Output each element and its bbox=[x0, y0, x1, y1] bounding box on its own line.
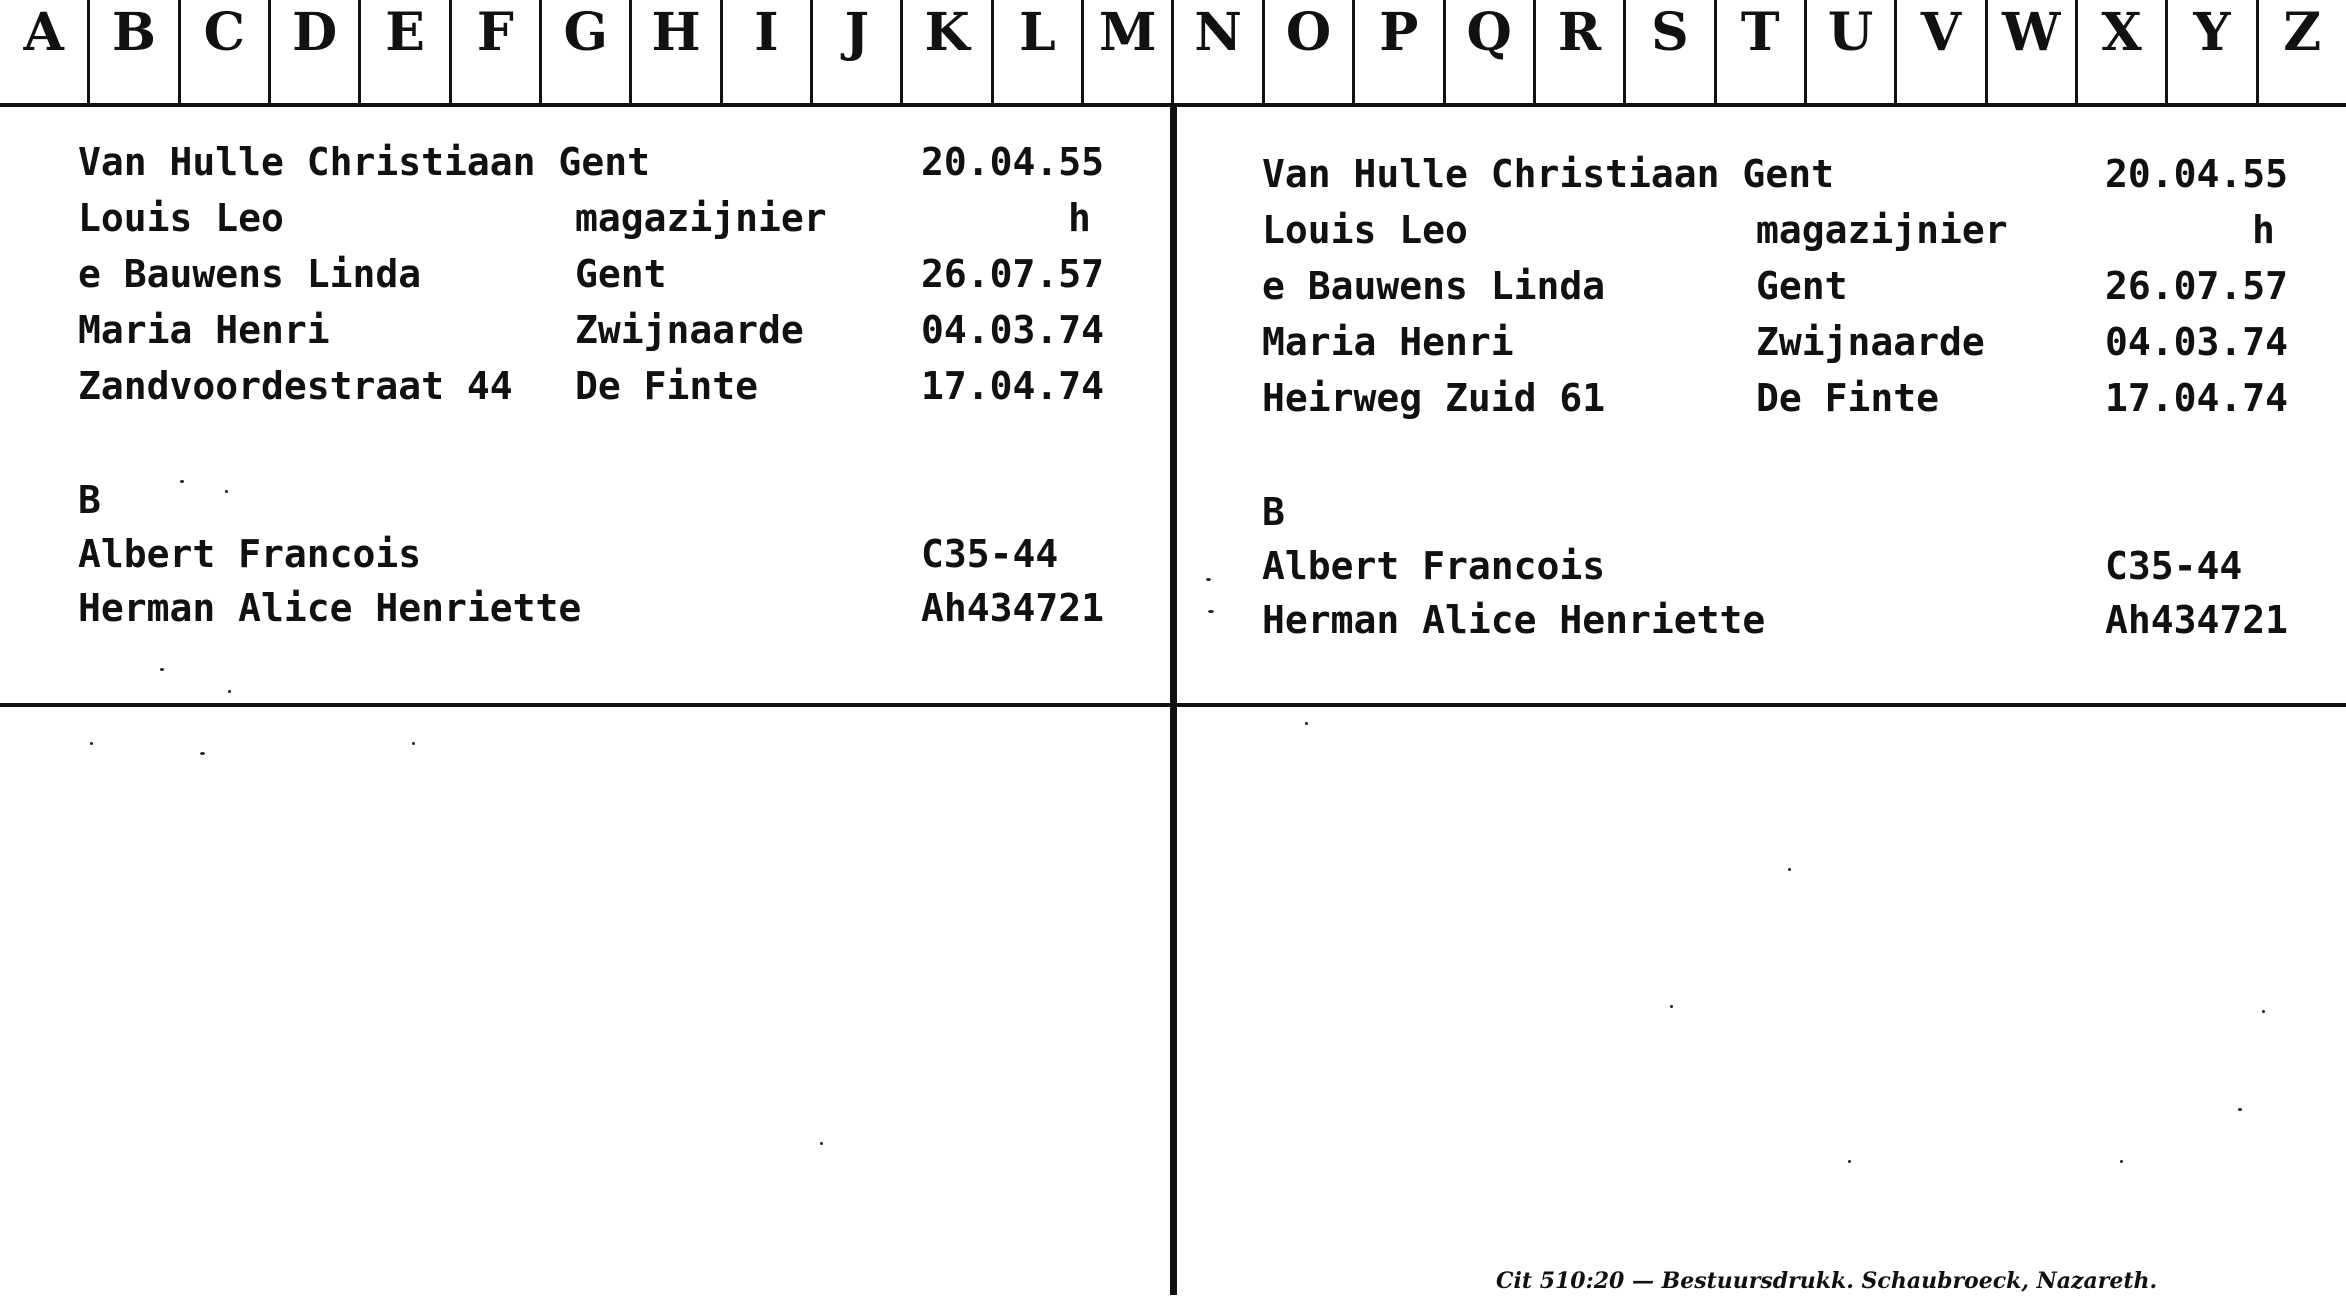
alphabet-letter-w: W bbox=[1985, 0, 2075, 105]
alphabet-letter-x: X bbox=[2075, 0, 2165, 105]
person-name: Louis Leo bbox=[1262, 208, 1468, 252]
alphabet-letter-m: M bbox=[1081, 0, 1171, 105]
alphabet-letter-v: V bbox=[1894, 0, 1984, 105]
section-letter-text: B bbox=[1262, 490, 1285, 534]
alphabet-letter-z: Z bbox=[2256, 0, 2346, 105]
scan-speck bbox=[1788, 868, 1791, 871]
record-place: Gent bbox=[575, 252, 667, 296]
record-place: magazijnier bbox=[575, 196, 827, 240]
person-name: Albert Francois bbox=[1262, 544, 1606, 588]
alphabet-letter-h: H bbox=[629, 0, 719, 105]
scan-speck bbox=[225, 490, 228, 493]
person-name: Herman Alice Henriette bbox=[1262, 598, 1766, 642]
record-date: 26.07.57 bbox=[921, 252, 1105, 296]
scan-speck bbox=[180, 480, 184, 483]
person-name: Zandvoordestraat 44 bbox=[78, 364, 513, 408]
record-date: 17.04.74 bbox=[2105, 376, 2289, 420]
alphabet-letter-p: P bbox=[1352, 0, 1442, 105]
record-place: Zwijnaarde bbox=[575, 308, 804, 352]
alphabet-letter-q: Q bbox=[1443, 0, 1533, 105]
person-name: e Bauwens Linda bbox=[78, 252, 422, 296]
alphabet-letter-e: E bbox=[358, 0, 448, 105]
printer-footer: Cit 510:20 — Bestuursdrukk. Schaubroeck, Nazareth. bbox=[1496, 1268, 2158, 1294]
alphabet-letter-r: R bbox=[1533, 0, 1623, 105]
scan-speck bbox=[1206, 578, 1211, 581]
scan-speck bbox=[200, 752, 205, 755]
person-name: Louis Leo bbox=[78, 196, 284, 240]
scan-speck bbox=[1305, 722, 1308, 725]
scan-speck bbox=[1670, 1005, 1673, 1008]
person-name: e Bauwens Linda bbox=[1262, 264, 1606, 308]
alphabet-letter-g: G bbox=[539, 0, 629, 105]
person-name: Van Hulle Christiaan Gent bbox=[1262, 152, 1834, 196]
record-code: C35-44 bbox=[2105, 544, 2243, 588]
alphabet-letter-j: J bbox=[810, 0, 900, 105]
alphabet-letter-s: S bbox=[1623, 0, 1713, 105]
record-date: 17.04.74 bbox=[921, 364, 1105, 408]
alphabet-letter-d: D bbox=[268, 0, 358, 105]
alphabet-letter-u: U bbox=[1804, 0, 1894, 105]
left-card bbox=[78, 140, 1128, 660]
alphabet-letter-t: T bbox=[1714, 0, 1804, 105]
alphabet-letter-k: K bbox=[900, 0, 990, 105]
record-date: 20.04.55 bbox=[921, 140, 1105, 184]
alphabet-letter-l: L bbox=[991, 0, 1081, 105]
scan-speck bbox=[412, 742, 415, 745]
scan-speck bbox=[160, 668, 164, 671]
right-card bbox=[1262, 152, 2322, 672]
scan-speck bbox=[1848, 1160, 1851, 1163]
alphabet-letter-n: N bbox=[1171, 0, 1261, 105]
scan-speck bbox=[2262, 1010, 2265, 1013]
center-divider bbox=[1170, 105, 1177, 1295]
person-name: Maria Henri bbox=[78, 308, 330, 352]
record-place: Zwijnaarde bbox=[1756, 320, 1985, 364]
record-code: Ah434721 bbox=[921, 586, 1105, 630]
alphabet-letter-o: O bbox=[1262, 0, 1352, 105]
alphabet-letter-a: A bbox=[23, 2, 64, 63]
record-place: De Finte bbox=[1756, 376, 1940, 420]
record-date: 04.03.74 bbox=[2105, 320, 2289, 364]
scan-speck bbox=[1208, 610, 1214, 613]
record-place: De Finte bbox=[575, 364, 759, 408]
section-letter-text: B bbox=[78, 478, 101, 522]
scan-speck bbox=[2120, 1160, 2123, 1163]
alphabet-letter-f: F bbox=[449, 0, 539, 105]
record-date: 26.07.57 bbox=[2105, 264, 2289, 308]
alphabet-index bbox=[0, 0, 2346, 105]
alphabet-letter-c: C bbox=[178, 0, 268, 105]
alphabet-letter-i: I bbox=[720, 0, 810, 105]
alphabet-letter-y: Y bbox=[2165, 0, 2255, 105]
person-name: Van Hulle Christiaan Gent bbox=[78, 140, 650, 184]
scan-speck bbox=[90, 742, 93, 745]
record-date: 20.04.55 bbox=[2105, 152, 2289, 196]
record-place: Gent bbox=[1756, 264, 1848, 308]
record-date: h bbox=[1068, 196, 1091, 240]
person-name: Maria Henri bbox=[1262, 320, 1514, 364]
record-date: 04.03.74 bbox=[921, 308, 1105, 352]
record-date: h bbox=[2252, 208, 2275, 252]
person-name: Herman Alice Henriette bbox=[78, 586, 582, 630]
person-name: Albert Francois bbox=[78, 532, 422, 576]
scan-speck bbox=[820, 1142, 823, 1145]
scan-speck bbox=[228, 690, 231, 693]
record-place: magazijnier bbox=[1756, 208, 2008, 252]
scan-speck bbox=[2238, 1108, 2242, 1111]
alphabet-letter-b: B bbox=[87, 0, 177, 105]
record-code: Ah434721 bbox=[2105, 598, 2289, 642]
record-code: C35-44 bbox=[921, 532, 1059, 576]
person-name: Heirweg Zuid 61 bbox=[1262, 376, 1606, 420]
